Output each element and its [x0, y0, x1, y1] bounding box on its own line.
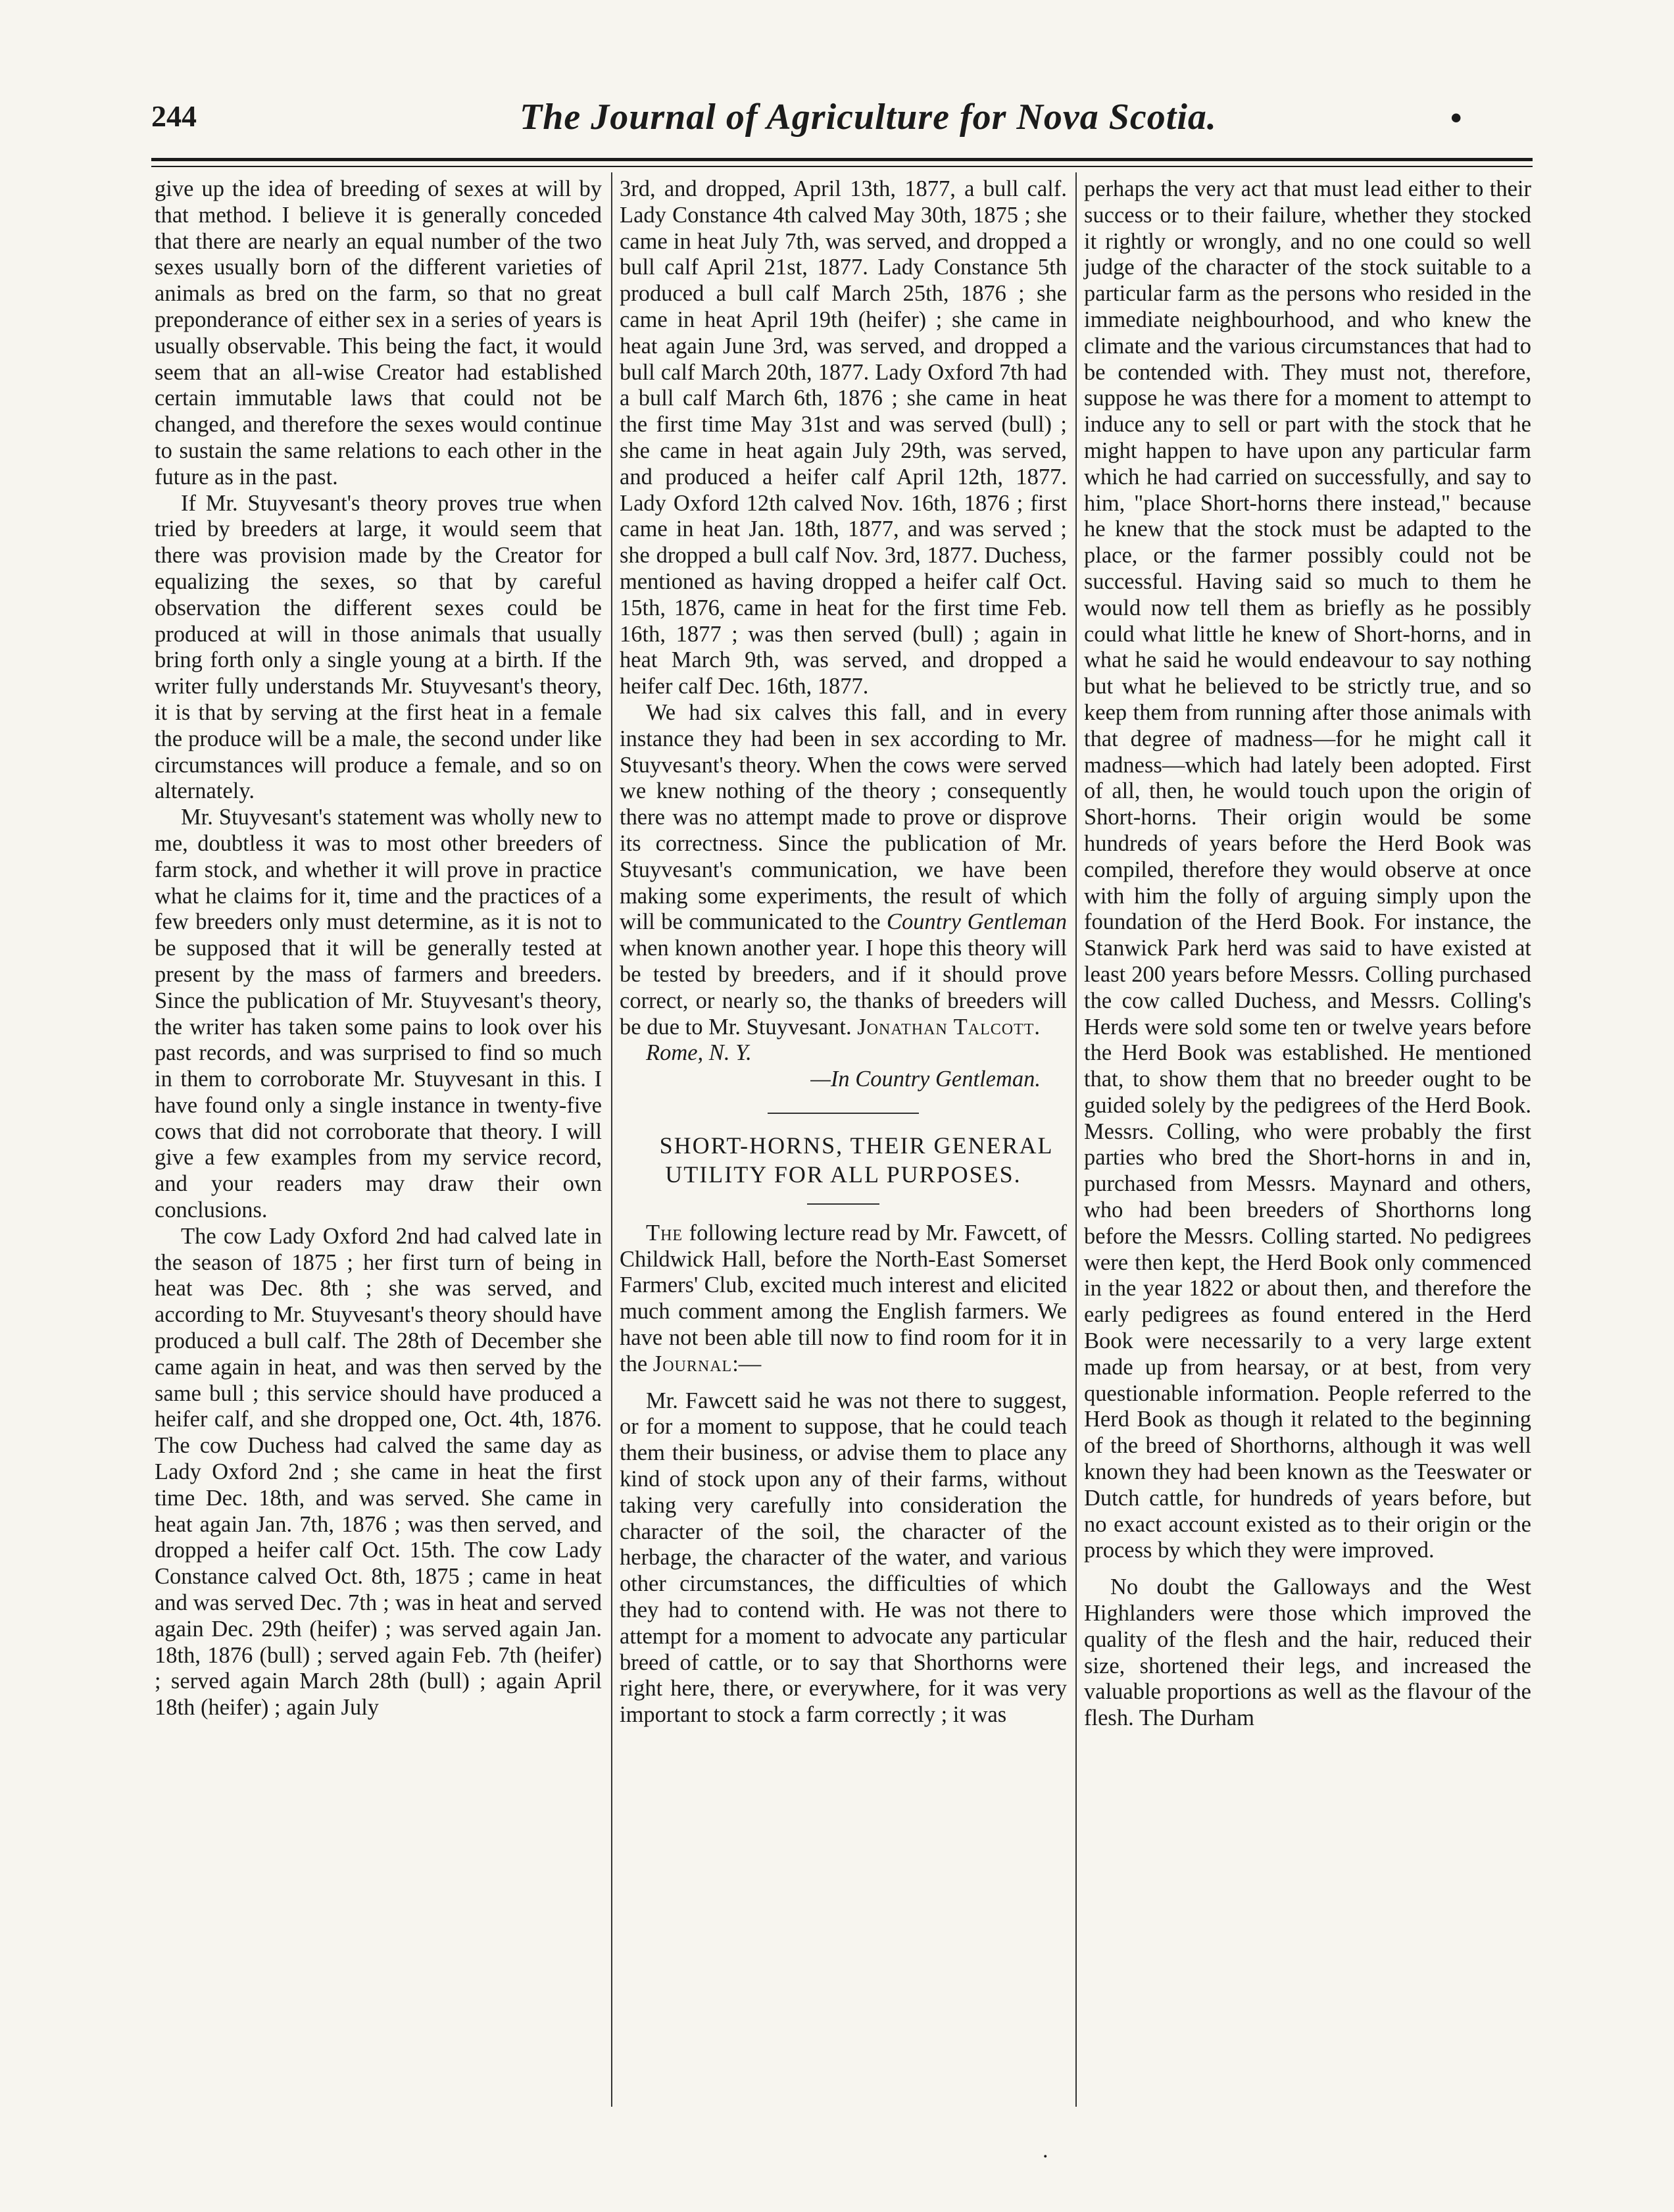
- intro-text: following lecture read by Mr. Fawcett, of Childwick Hall, before the North-East Somerset Farmers' Club, excited much interest and elicited much comment among the English farmers. We have not been able till now to find room for it in the: [620, 1220, 1067, 1376]
- col2-paragraph-2-text: We had six calves this fall, and in every instance they had been in sex according to Mr. Stuyvesant's theory. When the cows were served we knew nothing of the theory ; consequently there was no attempt made to prove or disprove its correctness. Since the publication of Mr. Stuyvesant's communication, we have been making some experiments, the result of which will be communicated to the: [620, 699, 1067, 935]
- country-gentleman-italic: Country Gentleman: [887, 909, 1068, 935]
- col3-paragraph-1: perhaps the very act that must lead either to their success or to their failure, whether they stocked it rightly or wrongly, and no one could so well judge of the character of the stock suitable to a particular farm as the persons who resided in the immediate neighbourhood, and who knew the climate and the various circumstances that had to be contended with. They must not, therefore, suppose he was there for a moment to attempt to induce any to sell or part with the stock that he might happen to have upon any particular farm which he had carried on successfully, and say to him, "place Short-horns there instead," because he knew that the stock must be adapted to the place, or the farmer possibly could not be successful. Having said so much to them he would now tell them as briefly as he possibly could what little he knew of Short-horns, and in what he said he would endeavour to say nothing but what he believed to be strictly true, and so keep them from running after those animals with that degree of madness—for he might call it madness—which had lately been adopted. First of all, then, he would touch upon the origin of Short-horns. Their origin would be some hundreds of years before the Herd Book was compiled, therefore they would observe at once with him the folly of arguing simply upon the foundation of the Herd Book. For instance, the Stanwick Park herd was said to have existed at least 200 years before Messrs. Colling purchased the cow called Duchess, and Messrs. Colling's Herds were sold some ten or twelve years before the Herd Book was established. He mentioned that, to show them that no breeder ought to be guided solely by the pedigrees of the Herd Book. Messrs. Colling, who were probably the first parties who bred the Short-horns in and in, purchased from Messrs. Maynard and others, who had been breeders of Shorthorns long before the Messrs. Colling started. No pedigrees were then kept, the Herd Book only commenced in the year 1822 or about then, and therefore the early pedigrees as found entered in the Herd Book were necessarily to a very large extent made up from hearsay, or at best, from very questionable information. People referred to the Herd Book as though it related to the beginning of the breed of Shorthorns, although it was well known they had been known as the Teeswater or Dutch cattle, for hundreds of years before, but no exact account existed as to their origin or the process by which they were improved.: [1084, 176, 1531, 1563]
- source-credit: —In Country Gentleman.: [810, 1067, 1041, 1092]
- col1-paragraph-1: give up the idea of breeding of sexes at will by that method. I believe it is generally conceded that there are nearly an equal number of the two sexes usually born of the different varieties of animals as bred on the farm, so that no great preponderance of either sex in a series of years is usually observable. This being the fact, it would seem that an all-wise Creator had established certain immutable laws that could not be changed, and therefore the sexes would continue to sustain the same relations to each other in the future as in the past.: [155, 176, 602, 490]
- journal-title: The Journal of Agriculture for Nova Scotia.: [520, 97, 1217, 138]
- header-rule-thin: [151, 166, 1533, 167]
- spacer: [620, 1378, 1067, 1388]
- page-header: [151, 99, 1533, 151]
- spacer: [1084, 1564, 1531, 1574]
- column-2: [620, 176, 1067, 1728]
- column-3: [1084, 176, 1531, 1732]
- author-signature: Jonathan Talcott.: [857, 1014, 1041, 1040]
- col1-paragraph-4: The cow Lady Oxford 2nd had calved late in the season of 1875 ; her first turn of being in heat was Dec. 8th ; she was served, and according to Mr. Stuyvesant's theory should have produced a bull calf. The 28th of December she came again in heat, and was then served by the same bull ; this service should have produced a heifer calf, and she dropped one, Oct. 4th, 1876. The cow Duchess had calved the same day as Lady Oxford 2nd ; she came in heat the first time Dec. 18th, and was served. She came in heat again Jan. 7th, 1876 ; was then served, and dropped a heifer calf Oct. 15th. The cow Lady Constance calved Oct. 8th, 1875 ; came in heat and was served Dec. 7th ; was in heat and served again Dec. 29th (heifer) ; was served again Jan. 18th, 1876 (bull) ; served again Feb. 7th (heifer) ; served again March 28th (bull) ; again April 18th (heifer) ; again July: [155, 1223, 602, 1721]
- column-1: [155, 176, 602, 1721]
- col1-paragraph-3: Mr. Stuyvesant's statement was wholly new to me, doubtless it was to most other breeders of farm stock, and whether it will prove in practice what he claims for it, time and the practices of a few breeders only must determine, as it is not to be supposed that it will be generally tested at present by the mass of farmers and breeders. Since the publication of Mr. Stuyvesant's theory, the writer has taken some pains to look over his past records, and was surprised to find so much in them to corroborate Mr. Stuyvesant in this. I have found only a single instance in twenty-five cows that did not corroborate that theory. I will give a few examples from my service record, and your readers may draw their own conclusions.: [155, 805, 602, 1223]
- column-divider-2: [1075, 172, 1077, 2107]
- col2-paragraph-1: 3rd, and dropped, April 13th, 1877, a bull calf. Lady Constance 4th calved May 30th, 1875 ; she came in heat July 7th, was served, and dropped a bull calf April 21st, 1877. Lady Constance 5th produced a bull calf March 25th, 1876 ; she came in heat April 19th (heifer) ; she came in heat again June 3rd, was served, and dropped a bull calf March 20th, 1877. Lady Oxford 7th had a bull calf March 6th, 1876 ; she came in heat the first time May 31st and was served (bull) ; she came in heat again July 29th, was served, and produced a heifer calf April 12th, 1877. Lady Oxford 12th calved Nov. 16th, 1876 ; first came in heat Jan. 18th, 1877, and was served ; she dropped a bull calf Nov. 3rd, 1877. Duchess, mentioned as having dropped a heifer calf Oct. 15th, 1876, came in heat for the first time Feb. 16th, 1877 ; was then served (bull) ; again in heat March 9th, was served, and dropped a heifer calf Dec. 16th, 1877.: [620, 176, 1067, 699]
- intro-journal: Journal: [652, 1351, 733, 1376]
- col3-paragraph-2: No doubt the Galloways and the West Highlanders were those which improved the quality of the flesh and the hair, reduced their size, shortened their legs, and increased the valuable proportions as well as the flavour of the flesh. The Durham: [1084, 1574, 1531, 1731]
- col2-paragraph-2: [620, 700, 1067, 1040]
- footer-mark: .: [1043, 2138, 1048, 2163]
- header-dot: •: [1450, 99, 1462, 136]
- dateline: Rome, N. Y.: [646, 1040, 752, 1066]
- section-rule: [768, 1113, 919, 1114]
- column-divider-1: [611, 172, 612, 2107]
- intro-lead: The: [646, 1220, 683, 1245]
- heading-rule: [807, 1203, 879, 1205]
- intro-end: :—: [732, 1351, 762, 1376]
- col2-paragraph-3: Mr. Fawcett said he was not there to suggest, or for a moment to suppose, that he could teach them their business, or advise them to place any kind of stock upon any of their farms, without taking very carefully into consideration the character of the soil, the character of the herbage, the character of the water, and various other circumstances, the difficulties of which they had to contend with. He was not there to attempt for a moment to advocate any particular breed of cattle, or to say that Shorthorns were right here, there, or everywhere, for it was very important to stock a farm correctly ; it was: [620, 1388, 1067, 1728]
- col1-paragraph-2: If Mr. Stuyvesant's theory proves true when tried by breeders at large, it would seem that there was provision made by the Creator for equalizing the sexes, so that by careful observation the different sexes could be produced at will in those animals that usually bring forth only a single young at a birth. If the writer fully understands Mr. Stuyvesant's theory, it is that by serving at the first heat in a female the produce will be a male, the second under like circumstances will produce a female, and so on alternately.: [155, 490, 602, 804]
- header-rule-thick: [151, 158, 1533, 161]
- page-number: 244: [151, 99, 197, 133]
- col2-paragraph-2-end: when known another year. I hope this theory will be tested by breeders, and if it should prove correct, or nearly so, the thanks of breeders will be due to Mr. Stuyvesant.: [620, 936, 1067, 1040]
- article-heading: SHORT-HORNS, THEIR GENERAL UTILITY FOR ALL PURPOSES.: [659, 1132, 1054, 1188]
- intro-paragraph: [620, 1220, 1067, 1378]
